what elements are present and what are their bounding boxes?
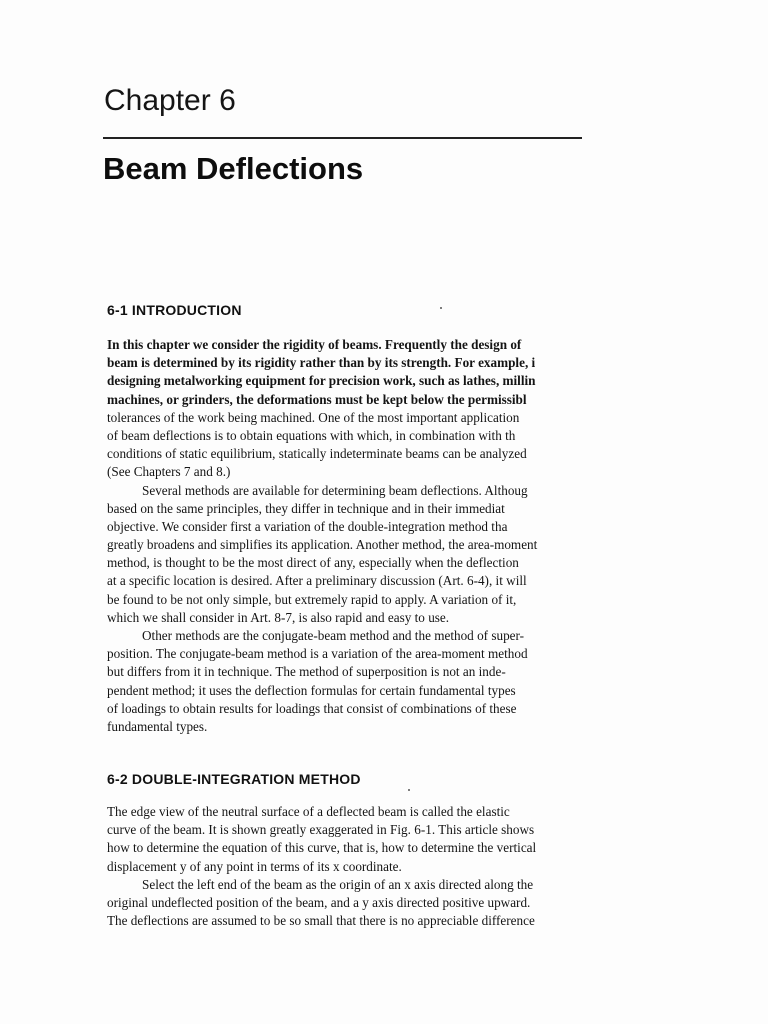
body-line: tolerances of the work being machined. One of the most important application	[107, 409, 520, 425]
body-line: original undeflected position of the beam, and a y axis directed positive upward.	[107, 894, 531, 910]
body-line: be found to be not only simple, but extremely rapid to apply. A variation of it,	[107, 591, 517, 607]
section-heading-double-integration: 6-2 DOUBLE-INTEGRATION METHOD	[107, 771, 361, 787]
body-line: machines, or grinders, the deformations must be kept below the permissibl	[107, 391, 527, 407]
body-line: how to determine the equation of this curve, that is, how to determine the vertical	[107, 840, 537, 856]
chapter-label: Chapter 6	[104, 84, 236, 117]
body-line: Other methods are the conjugate-beam method and the method of super-	[142, 628, 525, 643]
body-line: (See Chapters 7 and 8.)	[107, 464, 231, 480]
body-line: The edge view of the neutral surface of a deflected beam is called the elastic	[107, 804, 510, 819]
body-line: Several methods are available for determining beam deflections. Althoug	[142, 482, 528, 498]
body-line: fundamental types.	[107, 718, 208, 734]
body-line: greatly broadens and simplifies its application. Another method, the area-moment	[107, 537, 538, 553]
body-line: but differs from it in technique. The method of superposition is not an inde-	[107, 664, 506, 680]
body-line: objective. We consider first a variation of the double-integration method tha	[107, 518, 508, 534]
body-line: method, is thought to be the most direct of any, especially when the deflection	[107, 555, 519, 571]
body-line: which we shall consider in Art. 8-7, is also rapid and easy to use.	[107, 609, 450, 625]
section-heading-introduction: 6-1 INTRODUCTION	[107, 302, 242, 318]
print-speck	[440, 307, 442, 309]
body-line: position. The conjugate-beam method is a variation of the area-moment method	[107, 646, 528, 662]
introduction-body	[107, 336, 575, 736]
body-line: designing metalworking equipment for precision work, such as lathes, millin	[107, 373, 536, 389]
body-line: pendent method; it uses the deflection formulas for certain fundamental types	[107, 682, 516, 698]
body-line: curve of the beam. It is shown greatly exaggerated in Fig. 6-1. This article shows	[107, 822, 535, 838]
chapter-title: Beam Deflections	[103, 151, 364, 186]
double-integration-body	[107, 803, 575, 930]
body-line: of loadings to obtain results for loadings that consist of combinations of these	[107, 700, 517, 716]
body-line: In this chapter we consider the rigidity of beams. Frequently the design of	[107, 337, 522, 352]
chapter-divider	[103, 137, 582, 139]
print-speck	[408, 789, 410, 791]
body-line: Select the left end of the beam as the origin of an x axis directed along the	[142, 876, 534, 892]
body-line: conditions of static equilibrium, statically indeterminate beams can be analyzed	[107, 446, 527, 462]
body-line: based on the same principles, they differ in technique and in their immediat	[107, 500, 505, 516]
body-line: displacement y of any point in terms of its x coordinate.	[107, 858, 402, 874]
body-line: of beam deflections is to obtain equations with which, in combination with th	[107, 427, 516, 443]
body-line: The deflections are assumed to be so small that there is no appreciable difference	[107, 913, 535, 929]
body-line: at a specific location is desired. After a preliminary discussion (Art. 6-4), it will	[107, 573, 527, 589]
body-line: beam is determined by its rigidity rather than by its strength. For example, i	[107, 355, 536, 371]
